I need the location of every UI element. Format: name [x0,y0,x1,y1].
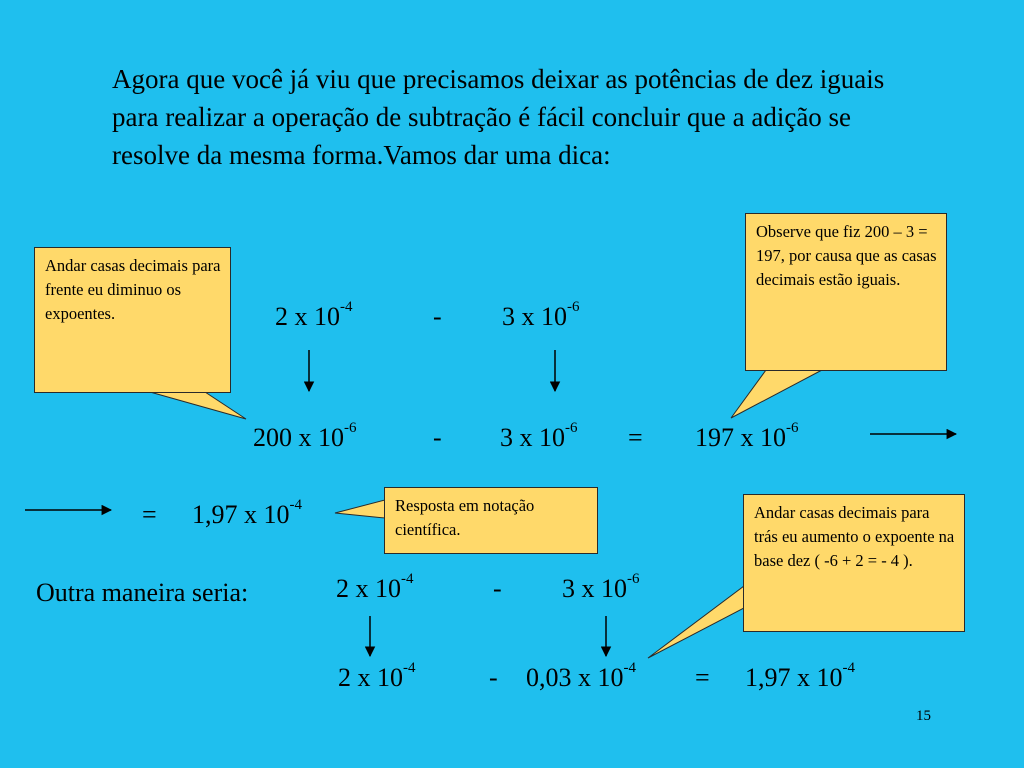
callout-left-pointer [150,392,246,419]
callout-bottom-right: Andar casas decimais para trás eu aumento o expoente na base dez ( -6 + 2 = - 4 ). [743,494,965,632]
alt-method-label: Outra maneira seria: [36,578,249,607]
row3-equals: = [142,500,157,529]
row2-result: 197 x $10^{-6}$ [695,420,799,452]
row3-result: 1,97 x $10^{-4}$ [192,497,302,529]
callout-bottom-right-pointer [648,586,744,658]
row1-term-b: 3 x $10^{-6}$ [502,299,580,331]
row4-term-a: 2 x $10^{-4}$ [336,571,414,603]
row5-term-a: 2 x $10^{-4}$ [338,660,416,692]
row5-term-b: 0,03 x $10^{-4}$ [526,660,636,692]
row2-operator: - [433,423,442,452]
intro-paragraph: Agora que você já viu que precisamos deixar as potências de dez iguais para realizar a operação de subtração é fácil concluir que a adição se resolve da mesma forma.Vamos dar uma dica: [112,64,885,170]
row4-term-b: 3 x $10^{-6}$ [562,571,640,603]
page-number: 15 [916,708,931,724]
callout-top-right: Observe que fiz 200 – 3 = 197, por causa que as casas decimais estão iguais. [745,213,947,371]
callout-left: Andar casas decimais para frente eu diminuo os expoentes. [34,247,231,393]
callout-answer: Resposta em notação científica. [384,487,598,554]
row5-operator: - [489,663,498,692]
callout-answer-pointer [335,500,385,518]
row5-result: 1,97 x $10^{-4}$ [745,660,855,692]
row2-term-a: 200 x $10^{-6}$ [253,420,357,452]
row1-operator: - [433,302,442,331]
row1-term-a: 2 x $10^{-4}$ [275,299,353,331]
row2-equals: = [628,423,643,452]
callout-top-right-pointer [731,370,822,418]
row5-equals: = [695,663,710,692]
row2-term-b: 3 x $10^{-6}$ [500,420,578,452]
row4-operator: - [493,574,502,603]
